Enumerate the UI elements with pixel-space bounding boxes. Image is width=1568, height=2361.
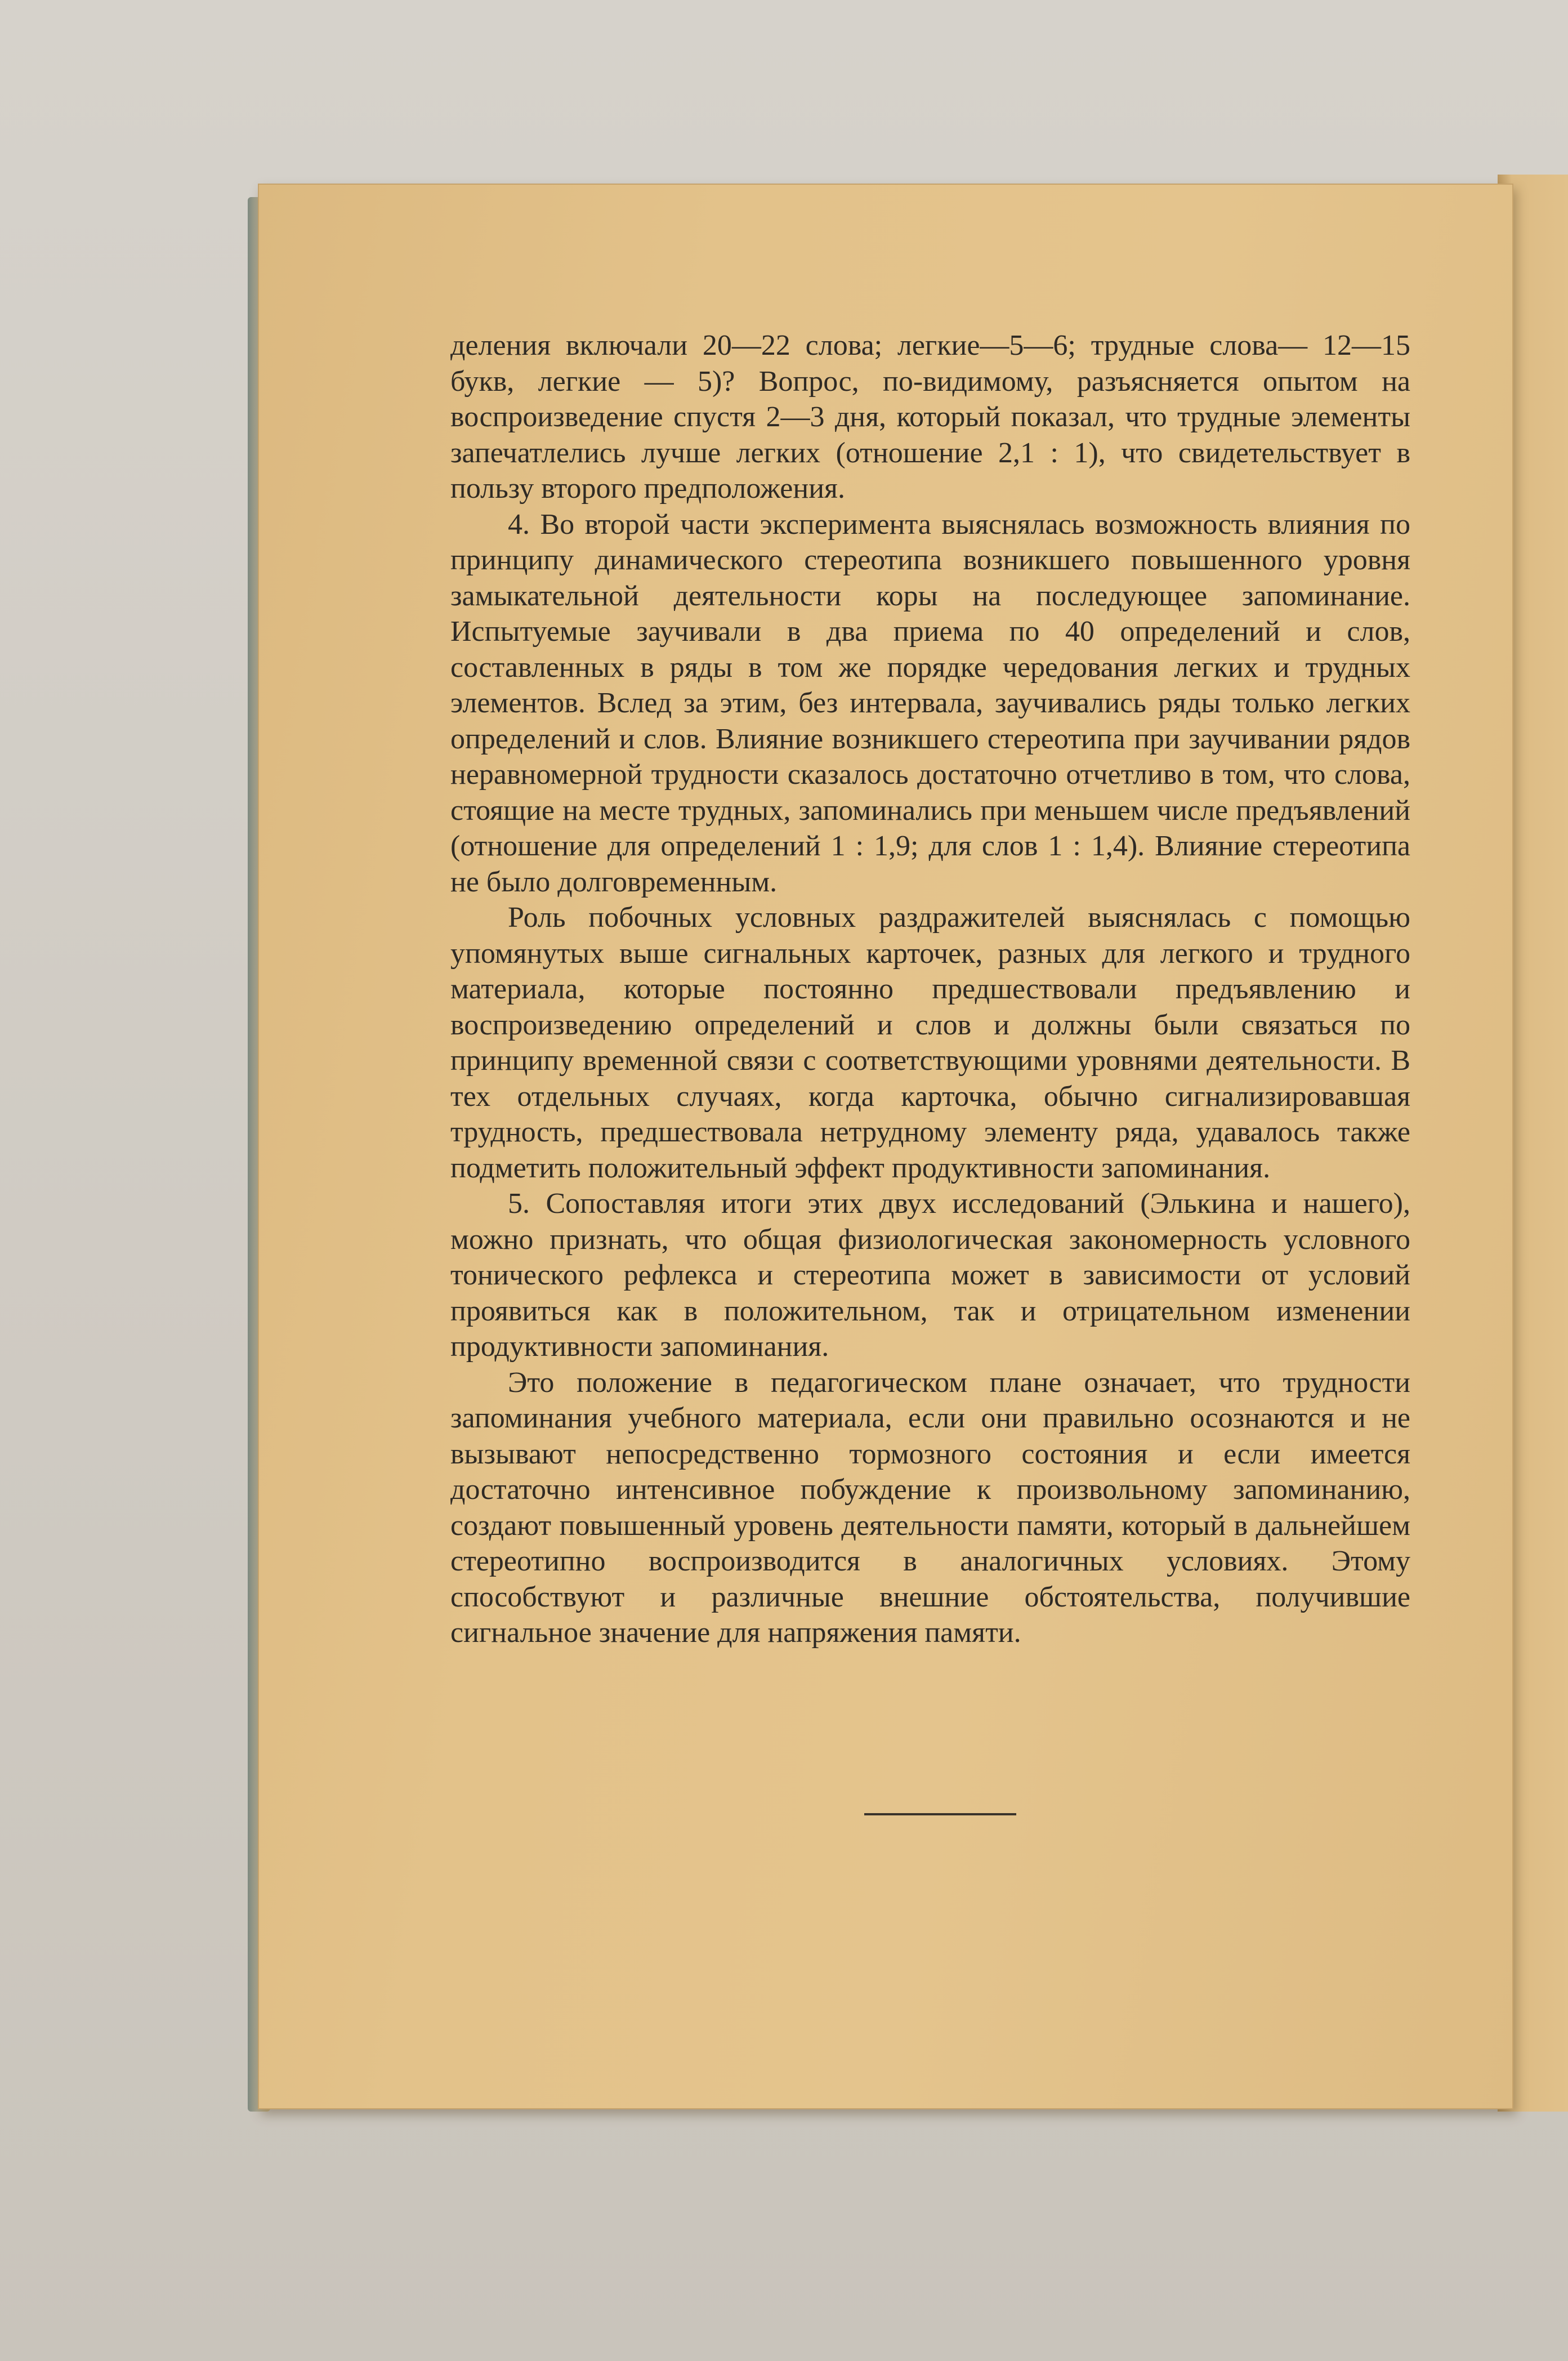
paragraph-section-5: 5. Сопоставляя итоги этих двух исследований (Элькина и нашего), можно признать, что общая физиологическая закономерность условного тонического рефлекса и стереотипа может в зависимости от условий проявиться как в положительном, так и отрицательном изменении продуктивности запоминания. bbox=[450, 1188, 1410, 1363]
end-rule-divider bbox=[864, 1813, 1016, 1815]
paragraph-section-4: 4. Во второй части эксперимента выяснялась возможность влияния по принципу динамического стереотипа возникшего повышенного уровня замыкательной деятельности коры на последующее запоминание. Испытуемые заучивали в два приема по 40 определений и слов, составленных в ряды в том же порядке чередования легких и трудных элементов. Вслед за этим, без интервала, заучивались ряды только легких определений и слов. Влияние возникшего стереотипа при заучивании рядов неравномерной трудности сказалось достаточно отчетливо в том, что слова, стоящие на месте трудных, запоминались при меньшем числе предъявлений (отношение для определений 1 : 1,9; для слов 1 : 1,4). Влияние стереотипа не было долговременным. bbox=[450, 508, 1410, 898]
paragraph-continuation: деления включали 20—22 слова; легкие—5—6; трудные слова— 12—15 букв, легкие — 5)? Вопрос, по-видимому, разъясняется опытом на воспроизведение спустя 2—3 дня, который показал, что трудные элементы запечатлелись лучше легких (отношение 2,1 : 1), что свидетельствует в пользу второго предположения. bbox=[450, 329, 1410, 505]
page-text-block bbox=[450, 328, 1410, 1651]
paragraph-side-stimuli: Роль побочных условных раздражителей выяснялась с помощью упомянутых выше сигнальных карточек, разных для легкого и трудного материала, которые постоянно предшествовали предъявлению и воспроизведению определений и слов и должны были связаться по принципу временной связи с соответствующими уровнями деятельности. В тех отдельных случаях, когда карточка, обычно сигнализировавшая трудность, предшествовала нетрудному элементу ряда, удавалось также подметить положительный эффект продуктивности запоминания. bbox=[450, 901, 1410, 1184]
paragraph-conclusion: Это положение в педагогическом плане означает, что трудности запоминания учебного материала, если они правильно осознаются и не вызывают непосредственно тормозного состояния и если имеется достаточно интенсивное побуждение к произвольному запоминанию, создают повышенный уровень деятельности памяти, который в дальнейшем стереотипно воспроизводится в аналогичных условиях. Этому способствуют и различные внешние обстоятельства, получившие сигнальное значение для напряжения памяти. bbox=[450, 1366, 1410, 1649]
